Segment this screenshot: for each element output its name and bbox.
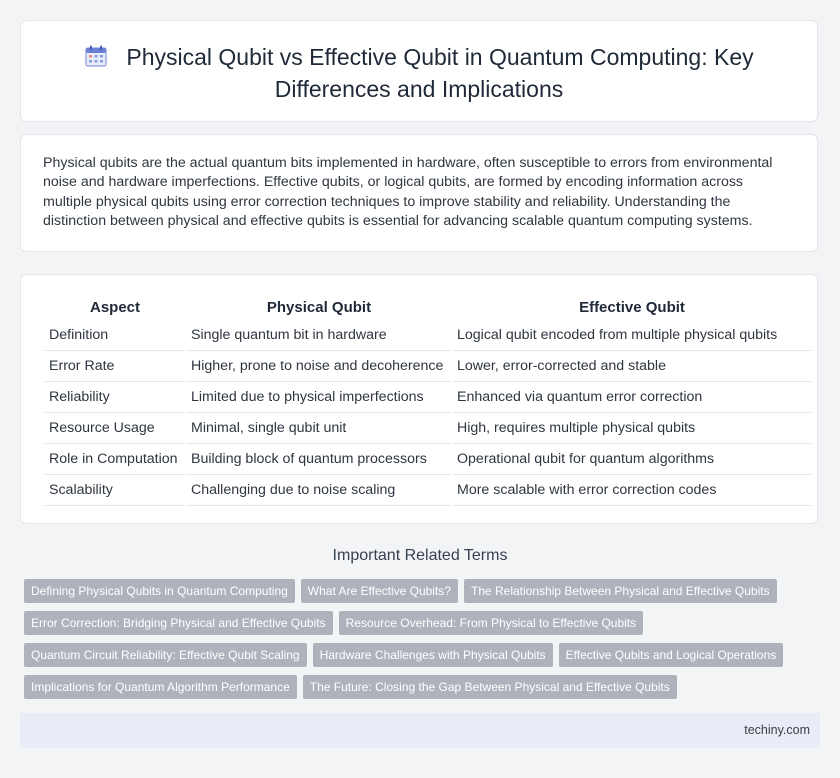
header-physical-qubit: Physical Qubit xyxy=(266,298,372,316)
related-term-tag[interactable]: The Relationship Between Physical and Effective Qubits xyxy=(464,579,777,603)
comparison-table-card xyxy=(20,274,818,524)
tag-row xyxy=(24,675,814,699)
table-cell: Enhanced via quantum error correction xyxy=(453,382,811,413)
table-cell: Definition xyxy=(45,320,185,351)
calendar-icon xyxy=(84,44,108,75)
table-cell: Operational qubit for quantum algorithms xyxy=(453,444,811,475)
table-cell: Lower, error-corrected and stable xyxy=(453,351,811,382)
table-cell: Limited due to physical imperfections xyxy=(187,382,451,413)
intro-paragraph: Physical qubits are the actual quantum bits implemented in hardware, often susceptible to errors from environmental noise and hardware imperfections. Effective qubits, or logical qubits, are formed by encoding information across multiple physical qubits using error correction techniques to improve stability and reliability. Understanding the distinction between physical and effective qubits is essential for advancing scalable quantum computing systems. xyxy=(43,155,773,230)
table-cell: Logical qubit encoded from multiple physical qubits xyxy=(453,320,811,351)
page-title-wrap xyxy=(21,43,817,104)
table-row xyxy=(45,320,811,351)
related-term-tag[interactable]: The Future: Closing the Gap Between Physical and Effective Qubits xyxy=(303,675,677,699)
table-cell: Role in Computation xyxy=(45,444,185,475)
table-cell: High, requires multiple physical qubits xyxy=(453,413,811,444)
tag-row xyxy=(24,643,814,667)
table-row xyxy=(45,413,811,444)
table-row xyxy=(45,351,811,382)
table-cell: Reliability xyxy=(45,382,185,413)
table-row xyxy=(45,382,811,413)
related-term-tag[interactable]: Defining Physical Qubits in Quantum Computing xyxy=(24,579,295,603)
related-terms-list xyxy=(24,579,814,707)
related-terms-heading: Important Related Terms xyxy=(332,547,508,564)
related-term-tag[interactable]: Effective Qubits and Logical Operations xyxy=(559,643,784,667)
related-term-tag[interactable]: Error Correction: Bridging Physical and Effective Qubits xyxy=(24,611,333,635)
table-cell: Single quantum bit in hardware xyxy=(187,320,451,351)
page-title: Physical Qubit vs Effective Qubit in Quantum Computing: Key Differences and Implications xyxy=(126,44,754,102)
footer-site-link[interactable]: techiny.com xyxy=(744,723,810,737)
header-effective-qubit: Effective Qubit xyxy=(579,298,685,316)
table-header-row xyxy=(45,294,811,320)
table-cell: Scalability xyxy=(45,475,185,506)
comparison-table xyxy=(43,294,813,506)
tag-row xyxy=(24,579,814,603)
tag-row xyxy=(24,611,814,635)
table-cell: Higher, prone to noise and decoherence xyxy=(187,351,451,382)
table-row xyxy=(45,444,811,475)
table-cell: Building block of quantum processors xyxy=(187,444,451,475)
related-term-tag[interactable]: Resource Overhead: From Physical to Effective Qubits xyxy=(339,611,644,635)
related-term-tag[interactable]: What Are Effective Qubits? xyxy=(301,579,458,603)
related-term-tag[interactable]: Hardware Challenges with Physical Qubits xyxy=(313,643,553,667)
title-card xyxy=(20,20,818,122)
table-cell: Resource Usage xyxy=(45,413,185,444)
table-cell: More scalable with error correction codes xyxy=(453,475,811,506)
header-aspect: Aspect xyxy=(89,298,141,316)
table-cell: Challenging due to noise scaling xyxy=(187,475,451,506)
related-term-tag[interactable]: Implications for Quantum Algorithm Performance xyxy=(24,675,297,699)
intro-card xyxy=(20,134,818,252)
table-row xyxy=(45,475,811,506)
related-term-tag[interactable]: Quantum Circuit Reliability: Effective Qubit Scaling xyxy=(24,643,307,667)
table-cell: Minimal, single qubit unit xyxy=(187,413,451,444)
footer-bar xyxy=(20,713,820,748)
table-cell: Error Rate xyxy=(45,351,185,382)
